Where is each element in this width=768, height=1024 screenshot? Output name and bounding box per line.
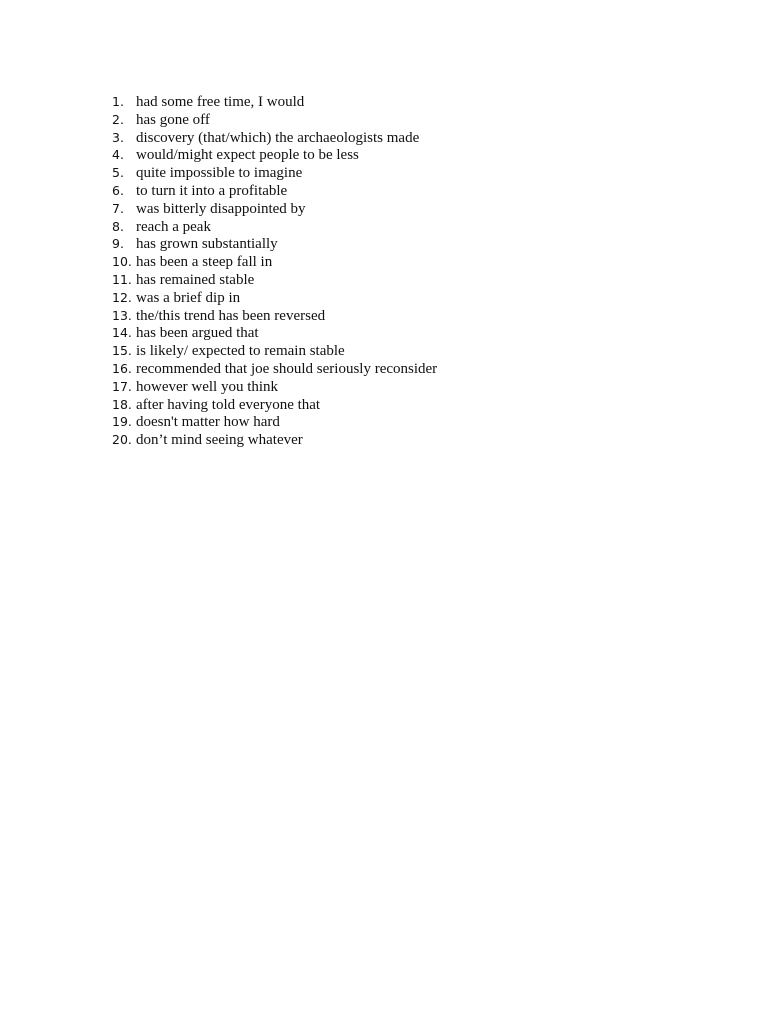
list-item <box>112 218 437 236</box>
item-text: doesn't matter how hard <box>136 414 280 431</box>
item-number: 19. <box>112 414 132 430</box>
item-text: don’t mind seeing whatever <box>136 432 303 449</box>
list-item <box>112 164 437 182</box>
item-number: 3. <box>112 129 124 145</box>
item-number: 11. <box>112 271 132 287</box>
list-item <box>112 396 437 414</box>
item-text: had some free time, I would <box>136 94 305 110</box>
list-item <box>112 360 437 378</box>
item-number: 16. <box>112 360 132 376</box>
list-item <box>112 289 437 307</box>
item-text: has remained stable <box>136 271 255 288</box>
item-number: 14. <box>112 325 132 341</box>
item-number: 8. <box>112 218 124 234</box>
item-text: was a brief dip in <box>136 289 241 306</box>
item-text: recommended that joe should seriously reconsider <box>136 360 438 377</box>
list-item <box>112 253 437 271</box>
list-item <box>112 378 437 396</box>
item-text: has been argued that <box>136 325 259 342</box>
item-text: the/this trend has been reversed <box>136 307 326 324</box>
item-number: 18. <box>112 396 132 412</box>
list-item <box>112 271 437 289</box>
item-number: 6. <box>112 182 124 198</box>
item-number: 10. <box>112 254 132 270</box>
list-item <box>112 200 437 218</box>
item-number: 12. <box>112 289 132 305</box>
item-text: to turn it into a profitable <box>136 182 288 199</box>
item-text: was bitterly disappointed by <box>136 200 306 217</box>
item-text: has been a steep fall in <box>136 254 273 271</box>
list-item <box>112 146 437 164</box>
item-number: 20. <box>112 432 132 448</box>
item-number: 5. <box>112 165 124 181</box>
list-item <box>112 413 437 431</box>
item-text: however well you think <box>136 378 279 395</box>
answer-list <box>112 93 437 449</box>
list-item <box>112 182 437 200</box>
list-item <box>112 93 437 111</box>
item-number: 17. <box>112 378 132 394</box>
list-item <box>112 307 437 325</box>
item-number: 7. <box>112 200 124 216</box>
item-number: 1. <box>112 94 124 109</box>
list-item <box>112 111 437 129</box>
item-number: 4. <box>112 147 124 163</box>
item-text: reach a peak <box>136 218 211 235</box>
item-text: has grown substantially <box>136 236 278 253</box>
item-text: would/might expect people to be less <box>136 147 359 164</box>
list-item <box>112 235 437 253</box>
item-number: 9. <box>112 236 124 252</box>
item-text: has gone off <box>136 111 210 128</box>
item-text: is likely/ expected to remain stable <box>136 343 345 360</box>
item-number: 15. <box>112 343 132 359</box>
list-item <box>112 431 437 449</box>
list-item <box>112 324 437 342</box>
list-item <box>112 342 437 360</box>
item-number: 13. <box>112 307 132 323</box>
list-item <box>112 129 437 147</box>
item-text: after having told everyone that <box>136 396 321 413</box>
item-number: 2. <box>112 111 124 127</box>
item-text: discovery (that/which) the archaeologists made <box>136 129 420 146</box>
item-text: quite impossible to imagine <box>136 165 303 182</box>
